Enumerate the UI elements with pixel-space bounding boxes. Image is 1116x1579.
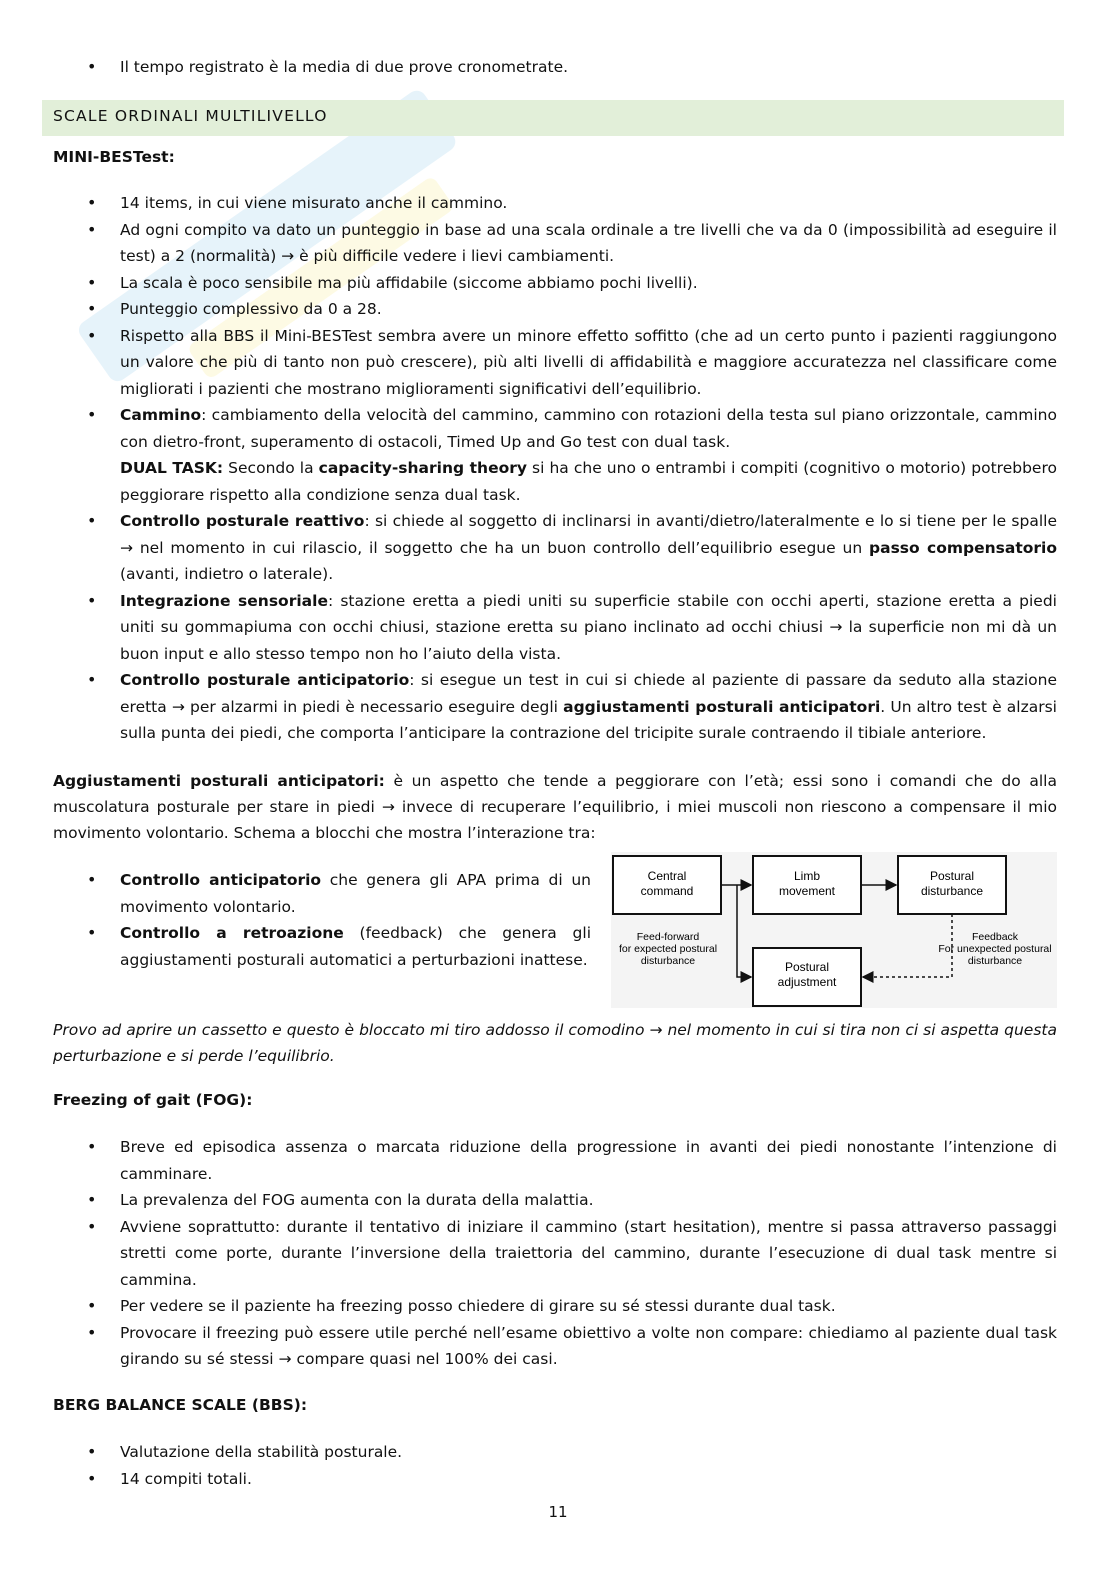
bbs-heading: BERG BALANCE SCALE (BBS): (53, 1396, 308, 1414)
svg-text:adjustment: adjustment (777, 975, 837, 989)
intro-bullet-list (53, 54, 1057, 81)
section-band (42, 100, 1064, 136)
list-item: • Cammino: cambiamento della velocità del cammino, cammino con rotazioni della testa sul piano orizzontale, cammino con dietro-front, superamento di ostacoli, Timed Up and Go test con dual task. DUAL TASK: Secondo la capacity-sharing theory si ha che uno o entrambi i compiti (cognitivo o motorio) potrebbero peggiorare rispetto alla condizione senza dual task. (53, 402, 1057, 508)
list-item: • Provocare il freezing può essere utile perché nell’esame obiettivo a volte non compare: chiediamo al paziente dual task girando su sé stessi → compare quasi nel 100% dei casi. (53, 1320, 1057, 1373)
list-item: • Controllo posturale anticipatorio: si esegue un test in cui si chiede al paziente di passare da seduto alla stazione eretta → per alzarmi in piedi è necessario eseguire degli aggiustamenti posturali anticipatori. Un altro test è alzarsi sulla punta dei piedi, che comporta l’anticipare la contrazione del tricipite surale contraendo il tibiale anteriore. (53, 667, 1057, 747)
limb-movement-box (753, 856, 861, 914)
svg-text:Central: Central (647, 869, 687, 883)
svg-text:Limb: Limb (793, 869, 821, 883)
postural-disturbance-box (898, 856, 1006, 914)
list-item: • Punteggio complessivo da 0 a 28. (53, 296, 1057, 323)
svg-text:Postural: Postural (784, 960, 830, 974)
list-item: • Integrazione sensoriale: stazione eretta a piedi uniti su superficie stabile con occhi aperti, stazione eretta a piedi uniti su gommapiuma con occhi chiusi, stazione eretta su piano inclinato ad occhi chiusi → la superficie non mi dà un buon input e allo stesso tempo non ho l’aiuto della vista. (53, 588, 1057, 668)
feedforward-label (619, 931, 717, 967)
section-title: SCALE ORDINALI MULTILIVELLO (53, 107, 328, 125)
list-item: • Per vedere se il paziente ha freezing posso chiedere di girare su sé stessi durante dual task. (53, 1293, 1057, 1320)
list-item: • 14 compiti totali. (53, 1466, 1057, 1493)
fog-list (53, 1134, 1057, 1373)
svg-text:command: command (640, 884, 694, 898)
apa-block-diagram (611, 852, 1057, 1008)
svg-text:For unexpected postural: For unexpected postural (938, 943, 1052, 955)
svg-text:disturbance: disturbance (640, 955, 696, 967)
example-paragraph: Provo ad aprire un cassetto e questo è bloccato mi tiro addosso il comodino → nel momento in cui si tira non ci si aspetta questa perturbazione e si perde l’equilibrio. (53, 1021, 1057, 1065)
list-item: • Avviene soprattutto: durante il tentativo di iniziare il cammino (start hesitation), mentre si passa attraverso passaggi stretti come porte, durante l’inversione della traiettoria del cammino, durante l’esecuzione di dual task mentre si cammina. (53, 1214, 1057, 1294)
svg-text:disturbance: disturbance (967, 955, 1023, 967)
svg-text:for expected postural: for expected postural (618, 943, 718, 955)
svg-text:movement: movement (778, 884, 836, 898)
postural-adjustment-box (753, 948, 861, 1006)
list-item: • Controllo a retroazione (feedback) che genera gli aggiustamenti posturali automatici a perturbazioni inattese. (53, 920, 591, 973)
svg-text:Feed-forward: Feed-forward (636, 931, 700, 943)
feedback-label (938, 931, 1051, 967)
feedforward-arrow (737, 885, 751, 977)
list-item: • Controllo anticipatorio che genera gli APA prima di un movimento volontario. (53, 867, 591, 920)
mini-bestest-heading: MINI-BESTest: (53, 148, 175, 166)
svg-text:disturbance: disturbance (920, 884, 984, 898)
apa-paragraph: Aggiustamenti posturali anticipatori: è un aspetto che tende a peggiorare con l’età; essi sono i comandi che do alla muscolatura posturale per stare in piedi → invece di recuperare l’equilibrio, i miei muscoli non riescono a compensare il mio movimento volontario. Schema a blocchi che mostra l’interazione tra: (53, 772, 1057, 842)
list-item: • Ad ogni compito va dato un punteggio in base ad una scala ordinale a tre livelli che va da 0 (impossibilità ad eseguire il test) a 2 (normalità) → è più difficile vedere i lievi cambiamenti. (53, 217, 1057, 270)
list-item: • Breve ed episodica assenza o marcata riduzione della progressione in avanti dei piedi nonostante l’intenzione di camminare. (53, 1134, 1057, 1187)
list-item: • Controllo posturale reattivo: si chiede al soggetto di inclinarsi in avanti/dietro/lateralmente e lo si tiene per le spalle → nel momento in cui rilascio, il soggetto che ha un buon controllo dell’equilibrio esegue un passo compensatorio (avanti, indietro o laterale). (53, 508, 1057, 588)
list-item: • Il tempo registrato è la media di due prove cronometrate. (53, 54, 1057, 81)
list-item: • La scala è poco sensibile ma più affidabile (siccome abbiamo pochi livelli). (53, 270, 1057, 297)
fog-heading: Freezing of gait (FOG): (53, 1091, 253, 1109)
list-item: • Rispetto alla BBS il Mini-BESTest sembra avere un minore effetto soffitto (che ad un certo punto i pazienti raggiungono un valore che più di tanto non può crescere), più alti livelli di affidabilità e maggiore accuratezza nel classificare come migliorati i pazienti che mostrano miglioramenti significativi dell’equilibrio. (53, 323, 1057, 403)
mini-bestest-list (53, 190, 1057, 747)
list-item: • Valutazione della stabilità posturale. (53, 1439, 1057, 1466)
central-command-box (613, 856, 721, 914)
apa-control-list (53, 867, 591, 973)
svg-text:Postural: Postural (929, 869, 975, 883)
page-number: 11 (548, 1503, 568, 1521)
svg-text:Feedback: Feedback (971, 931, 1019, 943)
bbs-list (53, 1439, 1057, 1492)
list-item: • La prevalenza del FOG aumenta con la durata della malattia. (53, 1187, 1057, 1214)
list-item: • 14 items, in cui viene misurato anche il cammino. (53, 190, 1057, 217)
